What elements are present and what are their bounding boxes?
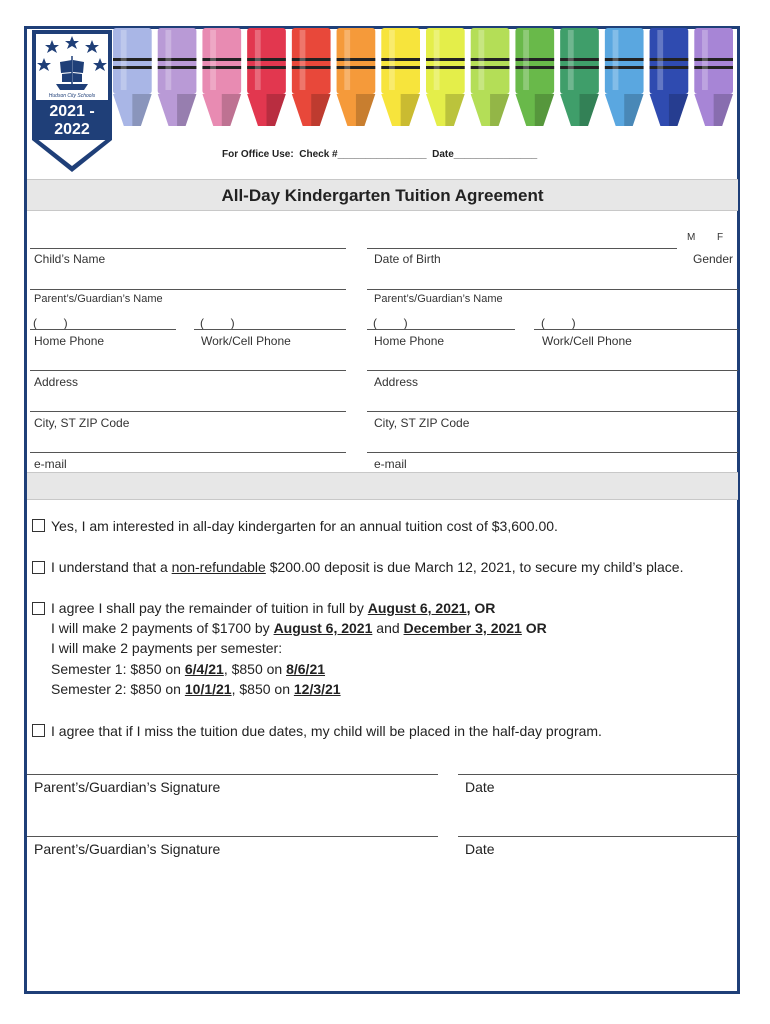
crayon-icon — [202, 28, 241, 126]
gender-f-option[interactable]: F — [717, 232, 724, 243]
crayon-icon — [381, 28, 420, 126]
date-label-1: Date — [465, 779, 495, 795]
years-line-1: 2021 - — [49, 103, 95, 120]
deposit-checkbox[interactable] — [32, 561, 45, 574]
date-line-2[interactable] — [458, 836, 738, 837]
childs-name-label: Child’s Name — [34, 252, 106, 266]
due-date: 8/6/21 — [286, 661, 326, 677]
work-phone-line-2[interactable] — [534, 329, 738, 330]
gender-m-option[interactable]: M — [687, 232, 696, 243]
semester-1-line — [51, 659, 325, 679]
due-date: 6/4/21 — [184, 661, 224, 677]
years-line-2: 2022 — [54, 121, 90, 138]
semester-text: Semester 1: $850 on — [51, 661, 185, 677]
office-use-line: For Office Use: Check #________________ Date_______________ — [222, 149, 538, 160]
signature-label-1: Parent’s/Guardian’s Signature — [34, 779, 221, 795]
home-phone-line-1[interactable] — [30, 329, 176, 330]
childs-name-line[interactable] — [30, 248, 346, 249]
due-date: December 3, 2021 — [403, 620, 522, 636]
date-label-2: Date — [465, 841, 495, 857]
school-logo-badge — [30, 28, 114, 174]
area-code-paren: ( ) — [373, 316, 408, 330]
semester-text: Semester 2: $850 on — [51, 681, 185, 697]
crayons-banner — [110, 28, 736, 132]
parent-name-label-1: Parent’s/Guardian’s Name — [34, 293, 163, 305]
crayon-icon — [113, 28, 152, 126]
or-text: OR — [521, 620, 547, 636]
semester-2-line — [51, 679, 341, 699]
semester-text: , $850 on — [223, 661, 287, 677]
payment-line-1 — [51, 598, 495, 618]
crayon-icon — [158, 28, 197, 126]
page-title: All-Day Kindergarten Tuition Agreement — [221, 186, 544, 205]
date-line-1[interactable] — [458, 774, 738, 775]
due-date: 10/1/21 — [184, 681, 232, 697]
email-label-2: e-mail — [374, 457, 407, 471]
crayon-icon — [426, 28, 465, 126]
gender-label: Gender — [693, 252, 734, 266]
email-line-2[interactable] — [367, 452, 738, 453]
logo-text: Hudson City Schools — [48, 93, 96, 99]
interest-statement: Yes, I am interested in all-day kindergarten for an annual tuition cost of $3,600.00. — [51, 518, 558, 534]
due-date: August 6, 2021 — [273, 620, 373, 636]
half-day-checkbox[interactable] — [32, 724, 45, 737]
section-divider-bar — [27, 472, 738, 500]
deposit-statement — [51, 557, 683, 577]
due-date: 12/3/21 — [293, 681, 341, 697]
address-label-1: Address — [34, 375, 79, 389]
half-day-statement: I agree that if I miss the tuition due dates, my child will be placed in the half-day program. — [51, 723, 602, 739]
home-phone-label-1: Home Phone — [34, 334, 105, 348]
area-code-paren: ( ) — [200, 316, 235, 330]
payment-line-2 — [51, 618, 547, 638]
signature-line-2[interactable] — [27, 836, 438, 837]
area-code-paren: ( ) — [33, 316, 68, 330]
city-line-1[interactable] — [30, 411, 346, 412]
crayon-icon — [292, 28, 331, 126]
due-date: August 6, 2021 — [367, 600, 467, 616]
date-of-birth-line[interactable] — [367, 248, 677, 249]
address-line-1[interactable] — [30, 370, 346, 371]
title-bar — [27, 179, 738, 211]
email-label-1: e-mail — [34, 457, 67, 471]
home-phone-line-2[interactable] — [367, 329, 515, 330]
or-text: , OR — [466, 600, 496, 616]
signature-line-1[interactable] — [27, 774, 438, 775]
payment-checkbox[interactable] — [32, 602, 45, 615]
parent-name-label-2: Parent’s/Guardian’s Name — [374, 293, 503, 305]
work-phone-label-1: Work/Cell Phone — [201, 334, 291, 348]
city-label-1: City, ST ZIP Code — [34, 416, 130, 430]
crayon-icon — [471, 28, 510, 126]
area-code-paren: ( ) — [541, 316, 576, 330]
crayon-icon — [605, 28, 644, 126]
city-line-2[interactable] — [367, 411, 738, 412]
crayon-icon — [247, 28, 286, 126]
work-phone-label-2: Work/Cell Phone — [542, 334, 632, 348]
crayon-icon — [650, 28, 689, 126]
address-label-2: Address — [374, 375, 419, 389]
work-phone-line-1[interactable] — [194, 329, 346, 330]
crayon-icon — [515, 28, 554, 126]
payment-text: I agree I shall pay the remainder of tuition in full by — [51, 600, 368, 616]
signature-label-2: Parent’s/Guardian’s Signature — [34, 841, 221, 857]
address-line-2[interactable] — [367, 370, 738, 371]
non-refundable-text: non-refundable — [171, 559, 266, 575]
deposit-text-a: I understand that a — [51, 559, 172, 575]
crayon-icon — [694, 28, 733, 126]
parent-name-line-2[interactable] — [367, 289, 738, 290]
crayon-icon — [560, 28, 599, 126]
date-of-birth-label: Date of Birth — [374, 252, 441, 266]
payment-text: I will make 2 payments of $1700 by — [51, 620, 274, 636]
home-phone-label-2: Home Phone — [374, 334, 445, 348]
semester-text: , $850 on — [231, 681, 294, 697]
deposit-text-b: $200.00 deposit is due March 12, 2021, to secure my child’s place. — [265, 559, 684, 575]
payment-line-3: I will make 2 payments per semester: — [51, 640, 283, 656]
crayon-icon — [337, 28, 376, 126]
and-text: and — [372, 620, 404, 636]
email-line-1[interactable] — [30, 452, 346, 453]
parent-name-line-1[interactable] — [30, 289, 346, 290]
city-label-2: City, ST ZIP Code — [374, 416, 470, 430]
interest-checkbox[interactable] — [32, 519, 45, 532]
